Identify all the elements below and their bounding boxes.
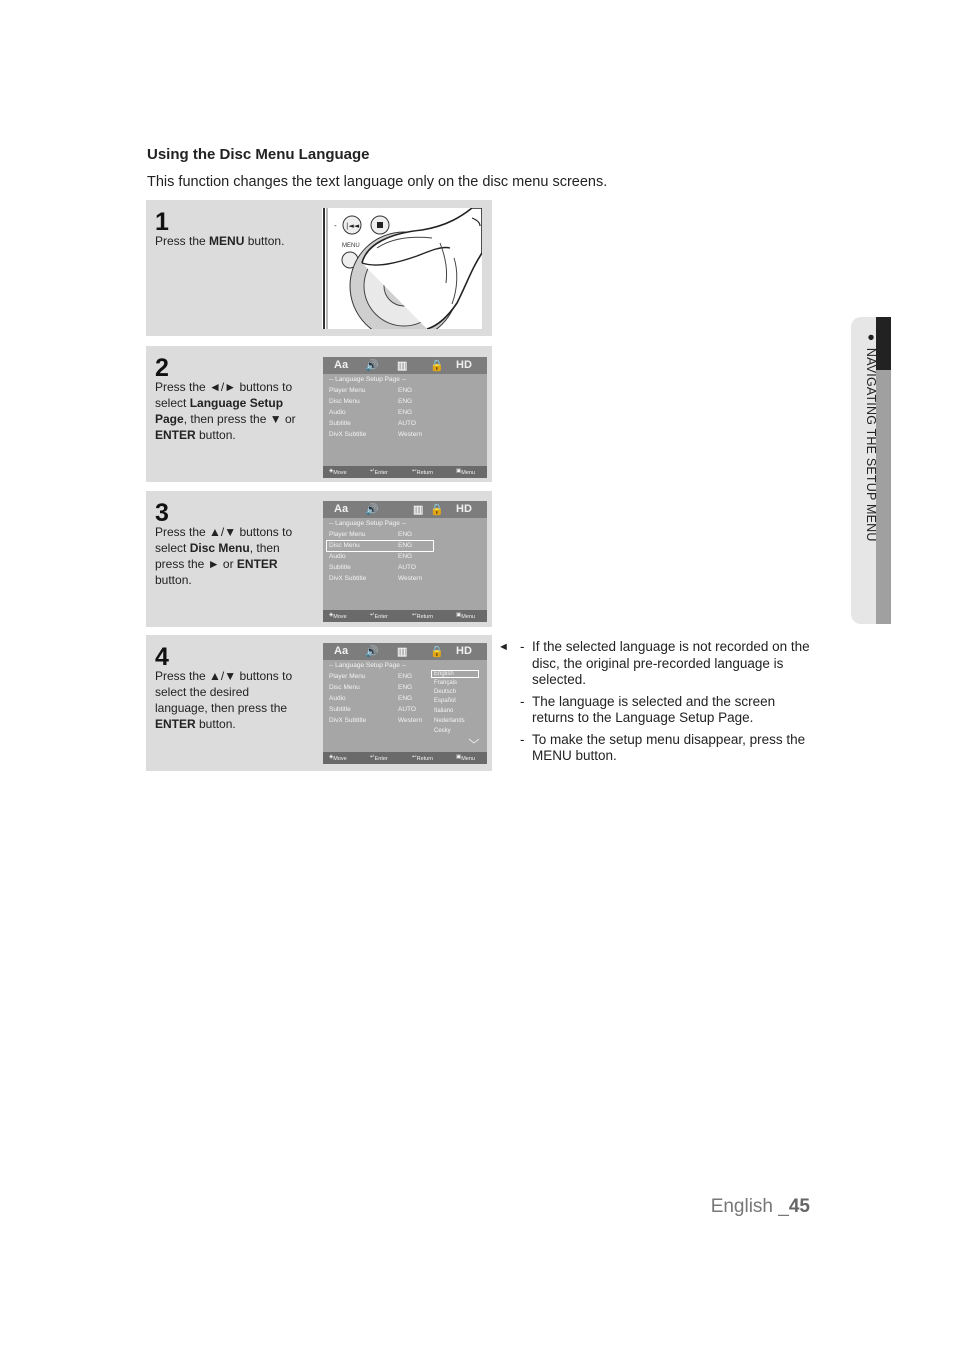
lock-icon: 🔒 (430, 504, 444, 516)
remote-hand-illustration (322, 208, 482, 329)
osd-control-bar (323, 752, 487, 764)
osd-control-bar (323, 466, 487, 478)
footer-language: English _ (710, 1196, 789, 1217)
svg-text:MENU: MENU (342, 243, 360, 249)
osd-row-player-menu: Player Menu ENG (329, 531, 413, 538)
language-icon: Aa (334, 503, 349, 515)
step-number: 1 (155, 208, 169, 236)
note-item: - If the selected language is not recorded on the disc, the original pre-recorded language is selected. (520, 639, 810, 689)
osd-row-subtitle: Subtitle AUTO (329, 706, 416, 713)
step-4-panel (146, 635, 492, 771)
osd-language-options (432, 670, 480, 740)
osd-language-setup-screen (323, 501, 487, 622)
osd-row-subtitle: Subtitle AUTO (329, 420, 416, 427)
language-icon: Aa (334, 359, 349, 371)
osd-menu-hint: ▣ Menu (456, 468, 475, 476)
lang-option: Français (434, 680, 458, 686)
display-icon: ▥ (397, 360, 408, 372)
page-footer (711, 1196, 810, 1218)
osd-return-hint: ↩ Return (412, 754, 434, 762)
display-icon: ▥ (397, 646, 408, 658)
chapter-tab-label: ● NAVIGATING THE SETUP MENU (864, 330, 878, 542)
lang-option: Nederlands (434, 718, 465, 724)
osd-icon-bar (323, 357, 487, 374)
section-title: Using the Disc Menu Language (147, 146, 370, 163)
step-2-instruction: Press the ◄/► buttons to select Language Setup Page, then press the ▼ or ENTER button. (155, 380, 296, 442)
osd-row-disc-menu: Disc Menu ENG (329, 684, 413, 691)
chapter-tab-marker (876, 317, 891, 370)
osd-row-audio: Audio ENG (329, 695, 413, 702)
osd-row-divx-subtitle: DivX Subtitle Western (329, 717, 423, 724)
note-item: - The language is selected and the screen returns to the Language Setup Page. (520, 694, 810, 727)
step-4-instruction: Press the ▲/▼ buttons to select the desired language, then press the ENTER button. (155, 669, 293, 731)
display-icon: ▥ (413, 504, 424, 516)
audio-icon: 🔊 (365, 360, 379, 372)
notes-list (520, 639, 810, 770)
note-item: - To make the setup menu disappear, press the MENU button. (520, 732, 810, 765)
note-arrow-icon: ◄ (498, 641, 509, 653)
lang-option: Español (434, 698, 456, 704)
page-number: 45 (788, 1196, 810, 1217)
lang-option: Cesky (434, 728, 451, 734)
step-number: 2 (155, 354, 169, 382)
osd-control-bar (323, 610, 487, 622)
osd-row-player-menu: Player Menu ENG (329, 673, 413, 680)
bullet-icon: ● (864, 330, 878, 345)
step-number: 4 (155, 643, 169, 671)
lang-option-english-selected: English (432, 671, 478, 677)
lang-option: Deutsch (434, 689, 457, 695)
audio-icon: 🔊 (365, 504, 379, 516)
step-number: 3 (155, 499, 169, 527)
hd-icon: HD (456, 645, 472, 657)
osd-move-hint: ◈ Move (329, 468, 347, 476)
step-2-panel (146, 346, 492, 482)
hd-icon: HD (456, 359, 472, 371)
osd-row-disc-menu-selected: Disc Menu ENG (327, 541, 433, 551)
osd-language-setup-screen (323, 357, 487, 478)
remote-hand-drawing (322, 208, 482, 329)
osd-icon-bar (323, 501, 487, 518)
osd-row-audio: Audio ENG (329, 409, 413, 416)
osd-icon-bar (323, 643, 487, 660)
osd-page-title: -- Language Setup Page -- (329, 376, 406, 383)
osd-language-setup-screen (323, 643, 487, 764)
lock-icon: 🔒 (430, 360, 444, 372)
osd-enter-hint: ↵ Enter (370, 468, 388, 476)
osd-page-title: -- Language Setup Page -- (329, 520, 406, 527)
osd-row-subtitle: Subtitle AUTO (329, 564, 416, 571)
osd-row-disc-menu: Disc Menu ENG (329, 398, 413, 405)
language-icon: Aa (334, 645, 349, 657)
hd-icon: HD (456, 503, 472, 515)
osd-menu-hint: ▣ Menu (456, 754, 475, 762)
osd-return-hint: ↩ Return (412, 468, 434, 476)
osd-row-divx-subtitle: DivX Subtitle Western (329, 431, 423, 438)
chevron-down-icon (468, 738, 480, 744)
osd-return-hint: ↩ Return (412, 612, 434, 620)
osd-move-hint: ◈ Move (329, 754, 347, 762)
audio-icon: 🔊 (365, 646, 379, 658)
step-1-panel (146, 200, 492, 336)
osd-row-divx-subtitle: DivX Subtitle Western (329, 575, 423, 582)
osd-row-player-menu: Player Menu ENG (329, 387, 413, 394)
svg-text:|◄◄: |◄◄ (346, 222, 360, 230)
osd-enter-hint: ↵ Enter (370, 754, 388, 762)
osd-enter-hint: ↵ Enter (370, 612, 388, 620)
step-3-panel (146, 491, 492, 627)
osd-row-audio: Audio ENG (329, 553, 413, 560)
lock-icon: 🔒 (430, 646, 444, 658)
osd-menu-hint: ▣ Menu (456, 612, 475, 620)
osd-page-title: -- Language Setup Page -- (329, 662, 406, 669)
svg-text:-: - (334, 221, 337, 230)
lang-option: Italiano (434, 708, 454, 714)
intro-text: This function changes the text language only on the disc menu screens. (147, 174, 608, 190)
osd-move-hint: ◈ Move (329, 612, 347, 620)
step-3-instruction: Press the ▲/▼ buttons to select Disc Menu, then press the ► or ENTER button. (155, 525, 293, 587)
step-1-instruction: Press the MENU button. (155, 234, 285, 248)
